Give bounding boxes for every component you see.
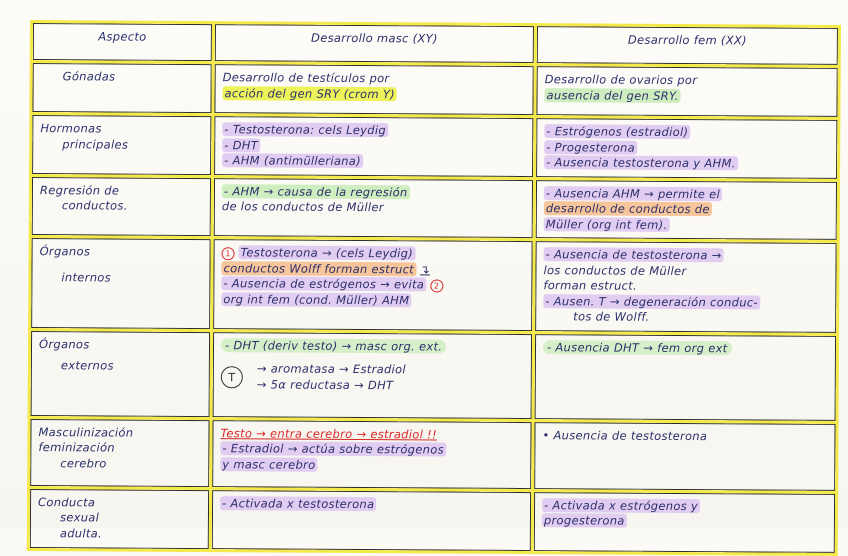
aspect-label: Hormonas [40,121,102,136]
highlight-text: Müller (org int fem). [545,216,668,232]
cell-line [220,457,523,474]
branch-aromatasa: → aromatasa → Estradiol [256,361,406,377]
red-arrow-icon: ↴ [419,261,430,277]
highlight-text: - Ausencia testosterona y AHM. [546,155,736,171]
row-aspect-conducta [28,487,210,550]
cell-masc [212,176,534,240]
cell-fem [535,65,839,119]
cell-line [544,201,829,218]
cell-line [220,441,523,458]
cell-line [222,138,525,155]
cell-line [544,186,829,203]
row-aspect-internos [30,237,213,331]
table-row [31,114,839,180]
row-aspect-hormonas [31,114,213,177]
branch-reductasa: → 5α reductasa → DHT [256,377,394,392]
cell-fem [534,178,838,241]
highlight-text: - Activada x testosterona [222,495,375,511]
highlight-text: Testosterona → (cels Leydig) [240,245,414,261]
cell-line [542,498,827,515]
cell-line: Desarrollo de ovarios por [544,72,698,88]
aspect-label: adulta. [59,525,103,541]
header-fem: Desarrollo fem (XX) [535,25,839,67]
comparison-table [27,20,841,556]
cell-line [544,217,829,234]
highlight-text: - Estrógenos (estradiol) [546,124,689,140]
aspect-label: Conducta [38,494,96,510]
table-row [29,417,837,492]
header-aspect: Aspecto [31,22,213,63]
cell-line [545,88,830,105]
cell-fem [533,420,837,492]
cell-line: • Ausencia de testosterona [542,427,708,443]
aspect-label: cerebro [60,455,107,471]
cell-line [222,153,525,170]
highlight-text: - Ausencia DHT → fem org ext [543,340,732,355]
testosterone-branch [221,361,524,394]
aspect-label: Gónadas [62,69,116,84]
cell-line [222,245,525,262]
cell-masc [211,330,534,420]
table-row [30,175,838,241]
row-aspect-externos [29,329,212,418]
cell-masc [213,63,535,117]
highlight-text: org int fem (cond. Müller) AHM [223,291,410,307]
aspect-label: conductos. [61,198,128,213]
row-aspect-regresion [30,175,212,238]
number-2-circle: 2 [430,280,443,293]
cell-masc [211,418,533,490]
aspect-label: Regresión de [39,182,120,198]
testosterone-circle: T [221,366,243,388]
cell-line [222,184,525,201]
cell-line [544,124,829,141]
branch-lines [253,362,406,394]
cell-line [222,122,525,139]
cell-fem [535,117,839,180]
cell-line: Desarrollo de testículos por [222,70,390,86]
highlight-text: - DHT [224,137,259,152]
cell-line [544,140,829,157]
cell-line [220,496,523,513]
table-header-row [31,22,839,67]
aspect-label: Masculinización [38,424,134,440]
cell-line [223,86,526,103]
row-aspect-cerebro [29,417,211,488]
highlight-text: y masc cerebro [222,456,316,472]
highlight-text: progesterona [543,513,625,528]
highlight-text: conductos Wolff forman estruct [223,260,415,276]
cell-line [220,426,523,443]
highlight-text: - Ausencia AHM → permite el [545,185,721,201]
highlight-text: - DHT (deriv testo) → masc org. ext. [221,338,446,353]
table-row [29,329,838,422]
table-row [30,237,839,335]
aspect-label: internos [61,269,111,285]
highlight-text: - Ausencia de testosterona → [545,247,722,263]
highlight-text: desarrollo de conductos de [545,201,710,217]
number-1-circle: 1 [222,247,235,260]
cell-line [221,292,524,309]
highlight-text: - Ausencia de estrógenos → evita [223,276,425,292]
red-text: Testo → entra cerebro → estradiol !! [220,425,437,442]
cell-line [544,155,829,172]
cell-line [544,247,829,264]
cell-line: forman estruct. [543,278,638,293]
cell-line [221,261,524,278]
header-masc: Desarrollo masc (XY) [213,23,535,65]
cell-line [221,338,524,355]
cell-line [543,294,828,311]
table-row [31,62,839,119]
highlight-text: ausencia del gen SRY. [546,87,679,103]
cell-masc [210,488,532,552]
highlight-text: - Activada x estrógenos y [544,497,699,513]
aspect-label: externos [60,358,114,373]
highlight-text: - AHM (antimülleriana) [224,153,361,169]
cell-line [221,276,524,293]
cell-fem [533,332,838,422]
highlight-text: - Ausen. T → degeneración conduc- [545,293,758,310]
aspect-label: Órganos [38,336,90,352]
aspect-label: sexual [59,510,100,525]
highlight-text: acción del gen SRY (crom Y) [224,85,396,101]
cell-masc [212,238,535,333]
aspect-label: principales [62,136,129,152]
cell-masc [213,115,535,179]
highlight-text: - Estradiol → actúa sobre estrógenos [222,441,444,457]
aspect-label: Órganos [39,244,91,259]
table-row [28,487,836,554]
highlight-text: - Testosterona: cels Leydig [224,122,387,138]
cell-line: los conductos de Müller [543,262,687,278]
cell-line: de los conductos de Müller [221,199,384,215]
cell-fem [532,490,836,554]
cell-line [543,340,828,357]
cell-line: tos de Wolff. [573,309,650,324]
row-aspect-gonadas [31,62,213,115]
cell-fem [534,240,839,334]
highlight-text: - AHM → causa de la regresión [223,183,408,199]
highlight-text: - Progesterona [546,139,636,155]
aspect-label: feminización [38,440,115,455]
